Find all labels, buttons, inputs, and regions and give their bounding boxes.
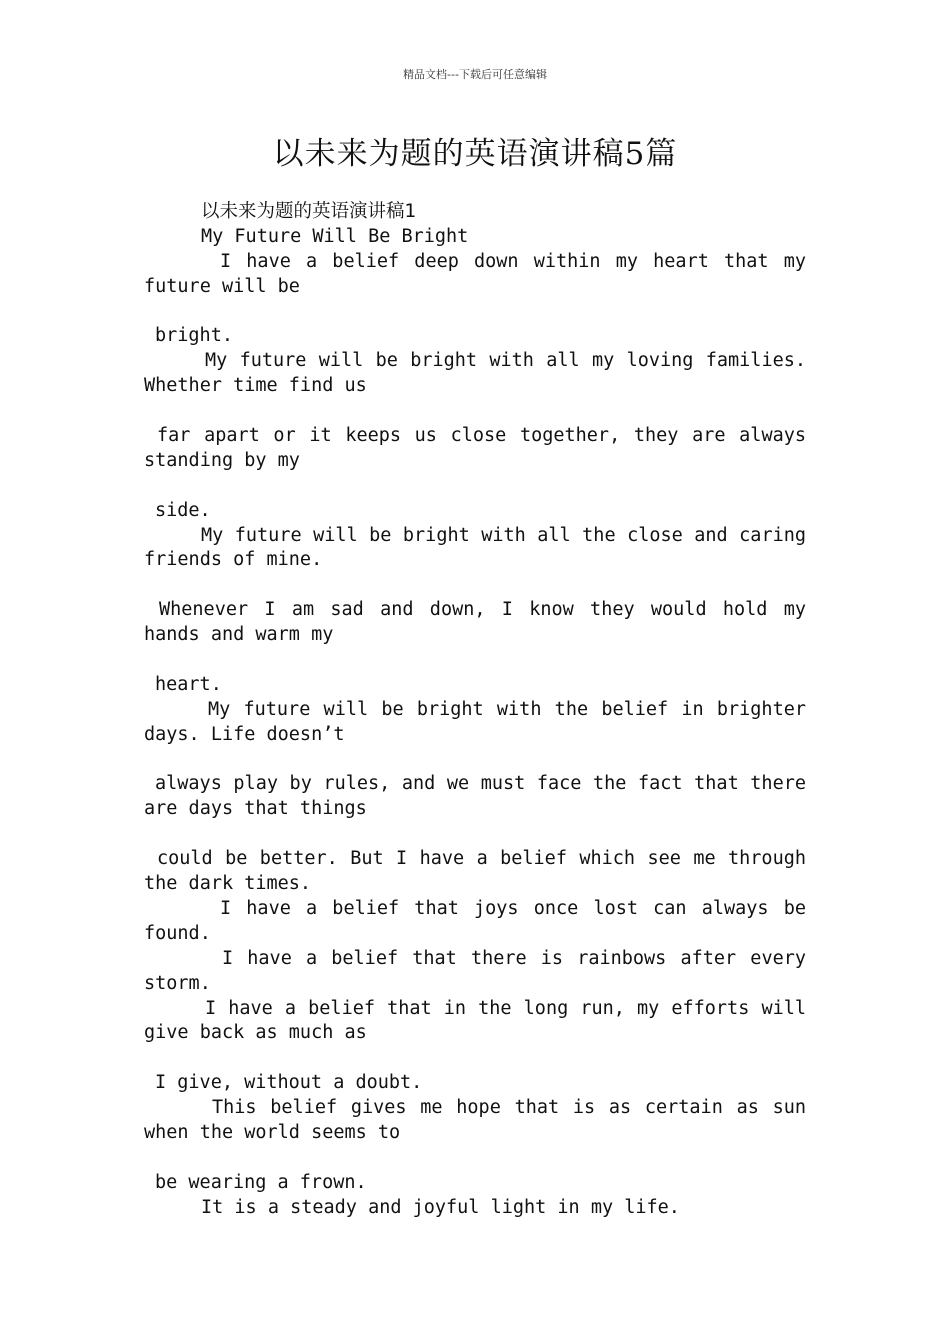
text-line: 以未来为题的英语演讲稿1 <box>201 201 417 222</box>
text-line: I have a belief deep down within my heart that my <box>220 250 806 272</box>
blank-line <box>144 573 806 598</box>
text-line: My future will be bright with all my loving families. <box>205 350 806 372</box>
document-title: 以未来为题的英语演讲稿5篇 <box>272 136 678 172</box>
text-line: far apart or it keeps us close together, they are always <box>157 425 806 447</box>
text-line: It is a steady and joyful light in my life. <box>201 1196 680 1218</box>
text-line: storm. <box>144 972 211 994</box>
text-line: I have a belief that there is rainbows after every <box>222 947 806 969</box>
blank-line <box>144 474 806 499</box>
text-line: future will be <box>144 275 300 297</box>
text-line: found. <box>144 922 211 944</box>
text-line: friends of mine. <box>144 549 323 571</box>
text-line: Whether time find us <box>144 375 367 397</box>
text-line: My future will be bright with all the close and caring <box>201 524 806 546</box>
text-line: hands and warm my <box>144 624 334 646</box>
blank-line <box>144 748 806 773</box>
document-body <box>144 200 806 1221</box>
text-line: I give, without a doubt. <box>155 1072 423 1094</box>
text-line: heart. <box>155 673 222 695</box>
text-line: days. Life doesn’t <box>144 723 345 745</box>
text-line: My Future Will Be Bright <box>201 225 469 247</box>
text-line: I have a belief that joys once lost can always be <box>220 897 806 919</box>
page-header: 精品文档---下载后可任意编辑 <box>403 68 547 81</box>
text-line: when the world seems to <box>144 1121 401 1143</box>
text-line: My future will be bright with the belief in brighter <box>208 698 806 720</box>
blank-line <box>144 822 806 847</box>
text-line: give back as much as <box>144 1022 367 1044</box>
text-line: are days that things <box>144 798 367 820</box>
text-line: Whenever I am sad and down, I know they would hold my <box>159 599 806 621</box>
text-line: side. <box>155 499 211 521</box>
blank-line <box>144 1046 806 1071</box>
blank-line <box>144 648 806 673</box>
text-line: could be better. But I have a belief which see me through <box>157 848 806 870</box>
text-line: I have a belief that in the long run, my efforts will <box>205 997 806 1019</box>
text-line: always play by rules, and we must face the fact that there <box>155 773 806 795</box>
text-line: standing by my <box>144 449 300 471</box>
text-line: the dark times. <box>144 873 312 895</box>
text-line: be wearing a frown. <box>155 1171 367 1193</box>
blank-line <box>144 399 806 424</box>
blank-line <box>144 1146 806 1171</box>
text-line: This belief gives me hope that is as certain as sun <box>212 1097 806 1119</box>
blank-line <box>144 300 806 325</box>
text-line: bright. <box>155 325 233 347</box>
